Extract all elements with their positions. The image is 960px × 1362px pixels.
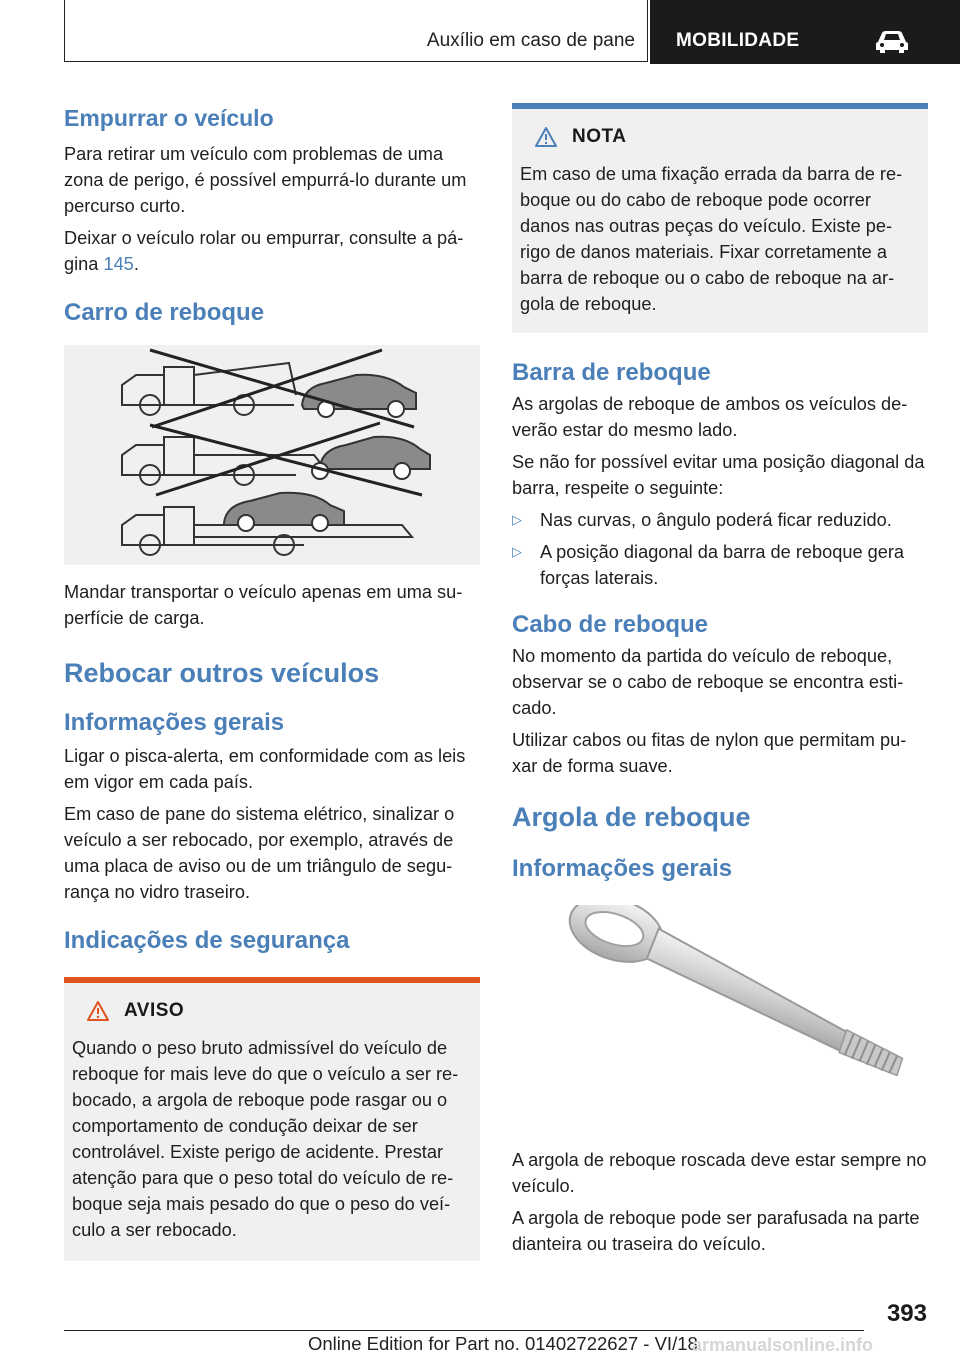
- general-paragraph-2: Em caso de pane do sistema elétrico, sinalizar o veículo a ser rebocado, por exemplo, através de uma placa de aviso ou de um triângulo de segu-rança no vidro traseiro.: [64, 804, 455, 902]
- bullet-triangle-icon: ▷: [512, 512, 522, 527]
- note-bar: [512, 103, 928, 109]
- general-paragraph-1: Ligar o pisca-alerta, em conformidade com as leis em vigor em cada país.: [64, 746, 466, 792]
- header-section-box: [64, 0, 648, 62]
- warning-triangle-icon: [534, 126, 558, 148]
- tow-eye-heading: Argola de reboque: [512, 802, 751, 832]
- header-chapter-box: [650, 0, 960, 64]
- push-paragraph-2: Deixar o veículo rolar ou empurrar, consulte a pá-gina 145.: [64, 228, 464, 274]
- tow-bar-paragraph-1: As argolas de reboque de ambos os veículos de-verão estar do mesmo lado.: [512, 394, 908, 440]
- tow-cable-heading: Cabo de reboque: [512, 611, 709, 638]
- tow-bar-paragraph-2: Se não for possível evitar uma posição diagonal da barra, respeite o seguinte:: [512, 452, 925, 498]
- tow-eye-illustration: [512, 905, 928, 1145]
- left-column: [64, 100, 480, 1261]
- tow-cable-paragraph-2: Utilizar cabos ou fitas de nylon que permitam pu-xar de forma suave.: [512, 730, 907, 776]
- car-icon: [872, 28, 912, 54]
- right-column: [512, 103, 928, 1257]
- footer-watermark: armanualsonline.info: [692, 1335, 874, 1355]
- page-link[interactable]: 145: [103, 254, 134, 274]
- tow-eye-caption-2: A argola de reboque pode ser parafusada na parte dianteira ou traseira do veículo.: [512, 1208, 920, 1254]
- list-item: ▷ A posição diagonal da barra de reboque gera forças laterais.: [512, 539, 928, 591]
- warning-bar: [64, 977, 480, 983]
- warning-triangle-icon: [86, 1000, 110, 1022]
- tow-eye-caption-1: A argola de reboque roscada deve estar sempre no veículo.: [512, 1150, 927, 1196]
- note-text: Em caso de uma fixação errada da barra de re-boque ou do cabo de reboque pode ocorrer danos nas outras peças do veículo. Existe pe-rigo de danos materiais. Fixar corretamente a barra de reboque ou o cabo de reboque na ar-gola de reboque.: [520, 164, 903, 314]
- tow-truck-heading: Carro de reboque: [64, 299, 265, 326]
- tow-other-heading: Rebocar outros veículos: [64, 658, 380, 688]
- header-chapter-title: MOBILIDADE: [676, 30, 800, 51]
- list-item: ▷ Nas curvas, o ângulo poderá ficar reduzido.: [512, 507, 928, 533]
- warning-text: Quando o peso bruto admissível do veículo de reboque for mais leve do que o veículo a ser re-bocado, a argola de reboque pode rasgar ou o comportamento de condução deixar de ser controlável. Existe perigo de acidente. Prestar atenção para que o peso total do veículo de re-boque seja mais pesado do que o peso do veí-culo a ser rebocado.: [72, 1038, 459, 1240]
- push-heading: Empurrar o veículo: [64, 105, 274, 131]
- page-header: [64, 0, 960, 64]
- general-info-heading: Informações gerais: [64, 709, 285, 736]
- warning-title: AVISO: [124, 1000, 185, 1021]
- tow-truck-caption: Mandar transportar o veículo apenas em uma su-perfície de carga.: [64, 582, 463, 628]
- warning-box: [64, 977, 480, 1261]
- page-number: 393: [886, 1300, 927, 1327]
- note-title: NOTA: [572, 126, 627, 147]
- footer-edition: Online Edition for Part no. 01402722627 - VI/18: [308, 1333, 698, 1354]
- tow-truck-illustration: [64, 345, 480, 565]
- push-paragraph-1: Para retirar um veículo com problemas de uma zona de perigo, é possível empurrá-lo durante um percurso curto.: [64, 144, 467, 216]
- note-box: [512, 103, 928, 333]
- tow-eye-general-heading: Informações gerais: [512, 855, 733, 882]
- header-section-title: Auxílio em caso de pane: [426, 30, 635, 51]
- safety-heading: Indicações de segurança: [64, 927, 350, 954]
- tow-cable-paragraph-1: No momento da partida do veículo de reboque, observar se o cabo de reboque se encontra esti-cado.: [512, 646, 904, 718]
- footer-divider: [64, 1330, 864, 1331]
- bullet-triangle-icon: ▷: [512, 544, 522, 559]
- tow-bar-heading: Barra de reboque: [512, 359, 711, 386]
